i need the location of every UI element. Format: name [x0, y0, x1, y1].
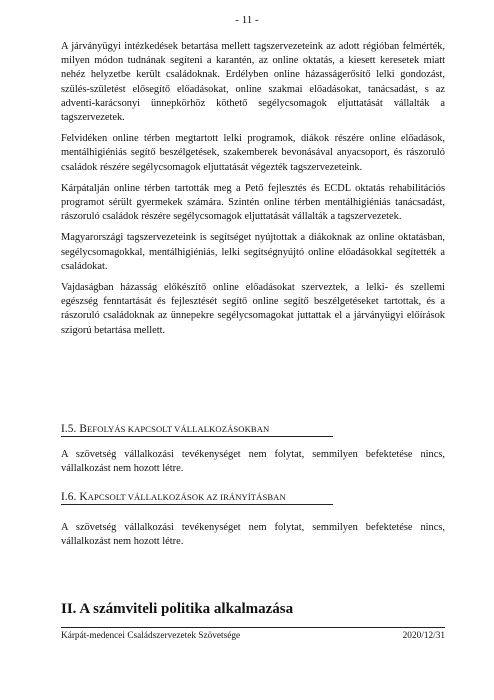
section-body-i5: A szövetség vállalkozási tevékenységet nem folytat, semmilyen befektetése nincs, vállalkozást nem hozott létre. — [61, 449, 445, 475]
section-title-i6-rest: APCSOLT VÁLLALKOZÁSOK AZ IRÁNYÍTÁSBAN — [87, 492, 286, 502]
section-body-i6: A szövetség vállalkozási tevékenységet nem folytat, semmilyen befektetése nincs, vállalkozást nem hozott létre. — [61, 522, 445, 548]
section-number-i6: I.6. — [61, 491, 80, 503]
page-footer — [61, 627, 445, 641]
paragraph-intro: A járványügyi intézkedések betartása mellett tagszervezeteink az adott régióban felmérték, milyen módon tudnának segíteni a karantén, az online oktatás, a kiesett keresetek miatt nehéz helyzetbe került családoknak. Erdélyben online házasságerősítő lelki gondozást, szülés-születést elősegítő előadásokat, online szakmai előadásokat, tanácsadást, s az adventi-karácsonyi ünnepkörhöz köthető segélycsomagok eljuttatását vállalták a tagszervezetek. — [61, 41, 445, 124]
page-number: - 11 - — [235, 14, 259, 26]
paragraph-magyarorszag: Magyarországi tagszervezeteink is segítséget nyújtottak a diákoknak az online oktatásban, segélycsomagokkal, mentálhigiéniás, lelki segítségnyújtó online előadásokkal segítették a családokat. — [61, 232, 445, 272]
footer-organization: Kárpát-medencei Családszervezetek Szövetsége — [61, 631, 241, 641]
paragraph-vajdasag: Vajdaságban házasság előkészítő online előadásokat szerveztek, a lelki- és szellemi egészség fenntartását és fejlesztését segítő online segítő beszélgetéseket tartottak, és a rászoruló családoknak az ünnepekre segélycsomagokat juttattak el a járványügyi előírások szigorú betartása mellett. — [61, 282, 445, 336]
paragraph-felvidek: Felvidéken online térben megtartott lelki programok, diákok részére online előadások, mentálhigiéniás segítő beszélgetések, szakemberek bevonásával anyacsoport, és rászoruló családok részére segélycsomagok eljuttatását végezték tagszervezeteink. — [61, 133, 445, 173]
chapter-heading-ii: II. A számviteli politika alkalmazása — [61, 601, 294, 617]
section-title-i6-initial: K — [79, 491, 88, 503]
body-text — [61, 40, 445, 338]
section-title-i5-rest: EFOLYÁS KAPCSOLT VÁLLALKOZÁSOKBAN — [87, 424, 270, 434]
section-number-i5: I.5. — [61, 423, 80, 435]
footer-date: 2020/12/31 — [402, 631, 445, 641]
section-heading-i5 — [61, 423, 333, 437]
section-title-i5-initial: B — [79, 423, 88, 435]
page-content — [61, 40, 445, 617]
section-heading-i6 — [61, 491, 333, 505]
paragraph-karpatalja: Kárpátalján online térben tartották meg a Pető fejlesztés és ECDL oktatás rehabilitációs programot sérült gyermekek számára. Szintén online térben mentálhigiéniás tanácsadást, rászoruló családok részére segélycsomagok eljuttatását vállalták a tagszervezetek. — [61, 182, 445, 223]
